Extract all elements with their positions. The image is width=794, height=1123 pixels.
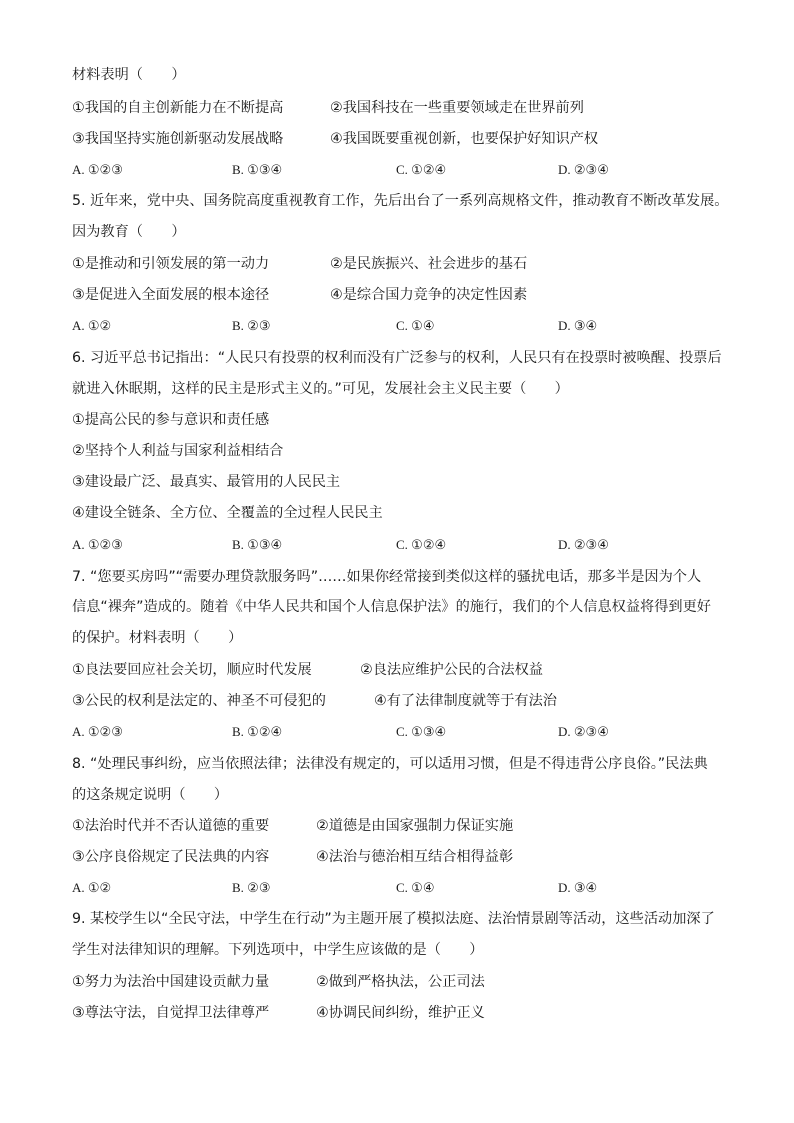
q4-stem: 材料表明（ ） <box>72 67 186 83</box>
q5-statement-4: ④是综合国力竞争的决定性因素 <box>330 287 528 303</box>
q9-statement-1: ①努力为法治中国建设贡献力量 <box>72 974 270 990</box>
q4-option-b[interactable]: B. ①③④ <box>232 162 283 177</box>
q7-option-d[interactable]: D. ②③④ <box>558 724 609 739</box>
q7-statement-3: ③公民的权利是法定的、神圣不可侵犯的 <box>72 693 326 709</box>
q4-option-c[interactable]: C. ①②④ <box>396 162 447 177</box>
q8-option-a[interactable]: A. ①② <box>72 880 112 895</box>
q6-statement-3: ③建设最广泛、最真实、最管用的人民民主 <box>72 474 341 490</box>
q4-option-d[interactable]: D. ②③④ <box>558 162 609 177</box>
q7-statement-2: ②良法应维护公民的合法权益 <box>360 662 543 678</box>
q8-statement-2: ②道德是由国家强制力保证实施 <box>316 818 514 834</box>
q8-stem-line2: 的这条规定说明（ ） <box>72 787 229 803</box>
q9-statement-4: ④协调民间纠纷，维护正义 <box>316 1005 485 1021</box>
q4-statement-3: ③我国坚持实施创新驱动发展战略 <box>72 131 284 147</box>
q9-statement-3: ③尊法守法，自觉捍卫法律尊严 <box>72 1005 270 1021</box>
q8-stem-line1: 8. “处理民事纠纷，应当依照法律；法律没有规定的，可以适用习惯，但是不得违背公序良俗。”民法典 <box>72 756 708 772</box>
q6-stem-line1: 6. 习近平总书记指出：“人民只有投票的权利而没有广泛参与的权利，人民只有在投票时被唤醒、投票后 <box>72 350 722 366</box>
q7-option-c[interactable]: C. ①③④ <box>396 724 447 739</box>
q7-stem-line3: 的保护。材料表明（ ） <box>72 630 243 646</box>
q4-statement-1: ①我国的自主创新能力在不断提高 <box>72 100 284 116</box>
q8-option-d[interactable]: D. ③④ <box>558 880 598 895</box>
q5-statement-3: ③是促进入全面发展的根本途径 <box>72 287 270 303</box>
q6-statement-4: ④建设全链条、全方位、全覆盖的全过程人民民主 <box>72 505 383 521</box>
q8-statement-1: ①法治时代并不否认道德的重要 <box>72 818 270 834</box>
q7-statement-4: ④有了法律制度就等于有法治 <box>374 693 557 709</box>
q6-option-a[interactable]: A. ①②③ <box>72 537 123 552</box>
q8-statement-4: ④法治与德治相互结合相得益彰 <box>316 849 514 865</box>
q6-stem-line2: 就进入休眠期，这样的民主是形式主义的。”可见，发展社会主义民主要（ ） <box>72 381 569 397</box>
q4-option-a[interactable]: A. ①②③ <box>72 162 123 177</box>
q8-statement-3: ③公序良俗规定了民法典的内容 <box>72 849 270 865</box>
q7-option-a[interactable]: A. ①②③ <box>72 724 123 739</box>
q7-stem-line2: 信息“裸奔”造成的。随着《中华人民共和国个人信息保护法》的施行，我们的个人信息权益将得到更好 <box>72 599 711 615</box>
q4-statement-4: ④我国既要重视创新，也要保护好知识产权 <box>330 131 599 147</box>
q6-option-c[interactable]: C. ①②④ <box>396 537 447 552</box>
q8-option-b[interactable]: B. ②③ <box>232 880 271 895</box>
q5-option-d[interactable]: D. ③④ <box>558 318 598 333</box>
q5-stem-line2: 因为教育（ ） <box>72 224 186 240</box>
q9-stem-line1: 9. 某校学生以“全民守法，中学生在行动”为主题开展了模拟法庭、法治情景剧等活动，这些活动加深了 <box>72 911 715 927</box>
q6-statement-2: ②坚持个人利益与国家利益相结合 <box>72 443 284 459</box>
q5-option-a[interactable]: A. ①② <box>72 318 112 333</box>
q6-statement-1: ①提高公民的参与意识和责任感 <box>72 412 270 428</box>
q5-statement-2: ②是民族振兴、社会进步的基石 <box>330 256 528 272</box>
q6-option-b[interactable]: B. ①③④ <box>232 537 283 552</box>
q7-statement-1: ①良法要回应社会关切，顺应时代发展 <box>72 662 312 678</box>
q7-option-b[interactable]: B. ①②④ <box>232 724 283 739</box>
q9-stem-line2: 学生对法律知识的理解。下列选项中，中学生应该做的是（ ） <box>72 942 484 958</box>
q7-stem-line1: 7. “您要买房吗”“需要办理贷款服务吗”……如果你经常接到类似这样的骚扰电话，那多半是因为个人 <box>72 569 702 585</box>
q5-option-c[interactable]: C. ①④ <box>396 318 435 333</box>
q9-statement-2: ②做到严格执法，公正司法 <box>316 974 485 990</box>
q5-stem-line1: 5. 近年来，党中央、国务院高度重视教育工作，先后出台了一系列高规格文件，推动教育不断改革发展。 <box>72 193 729 209</box>
q5-option-b[interactable]: B. ②③ <box>232 318 271 333</box>
q5-statement-1: ①是推动和引领发展的第一动力 <box>72 256 270 272</box>
q8-option-c[interactable]: C. ①④ <box>396 880 435 895</box>
q4-statement-2: ②我国科技在一些重要领域走在世界前列 <box>330 100 584 116</box>
q6-option-d[interactable]: D. ②③④ <box>558 537 609 552</box>
